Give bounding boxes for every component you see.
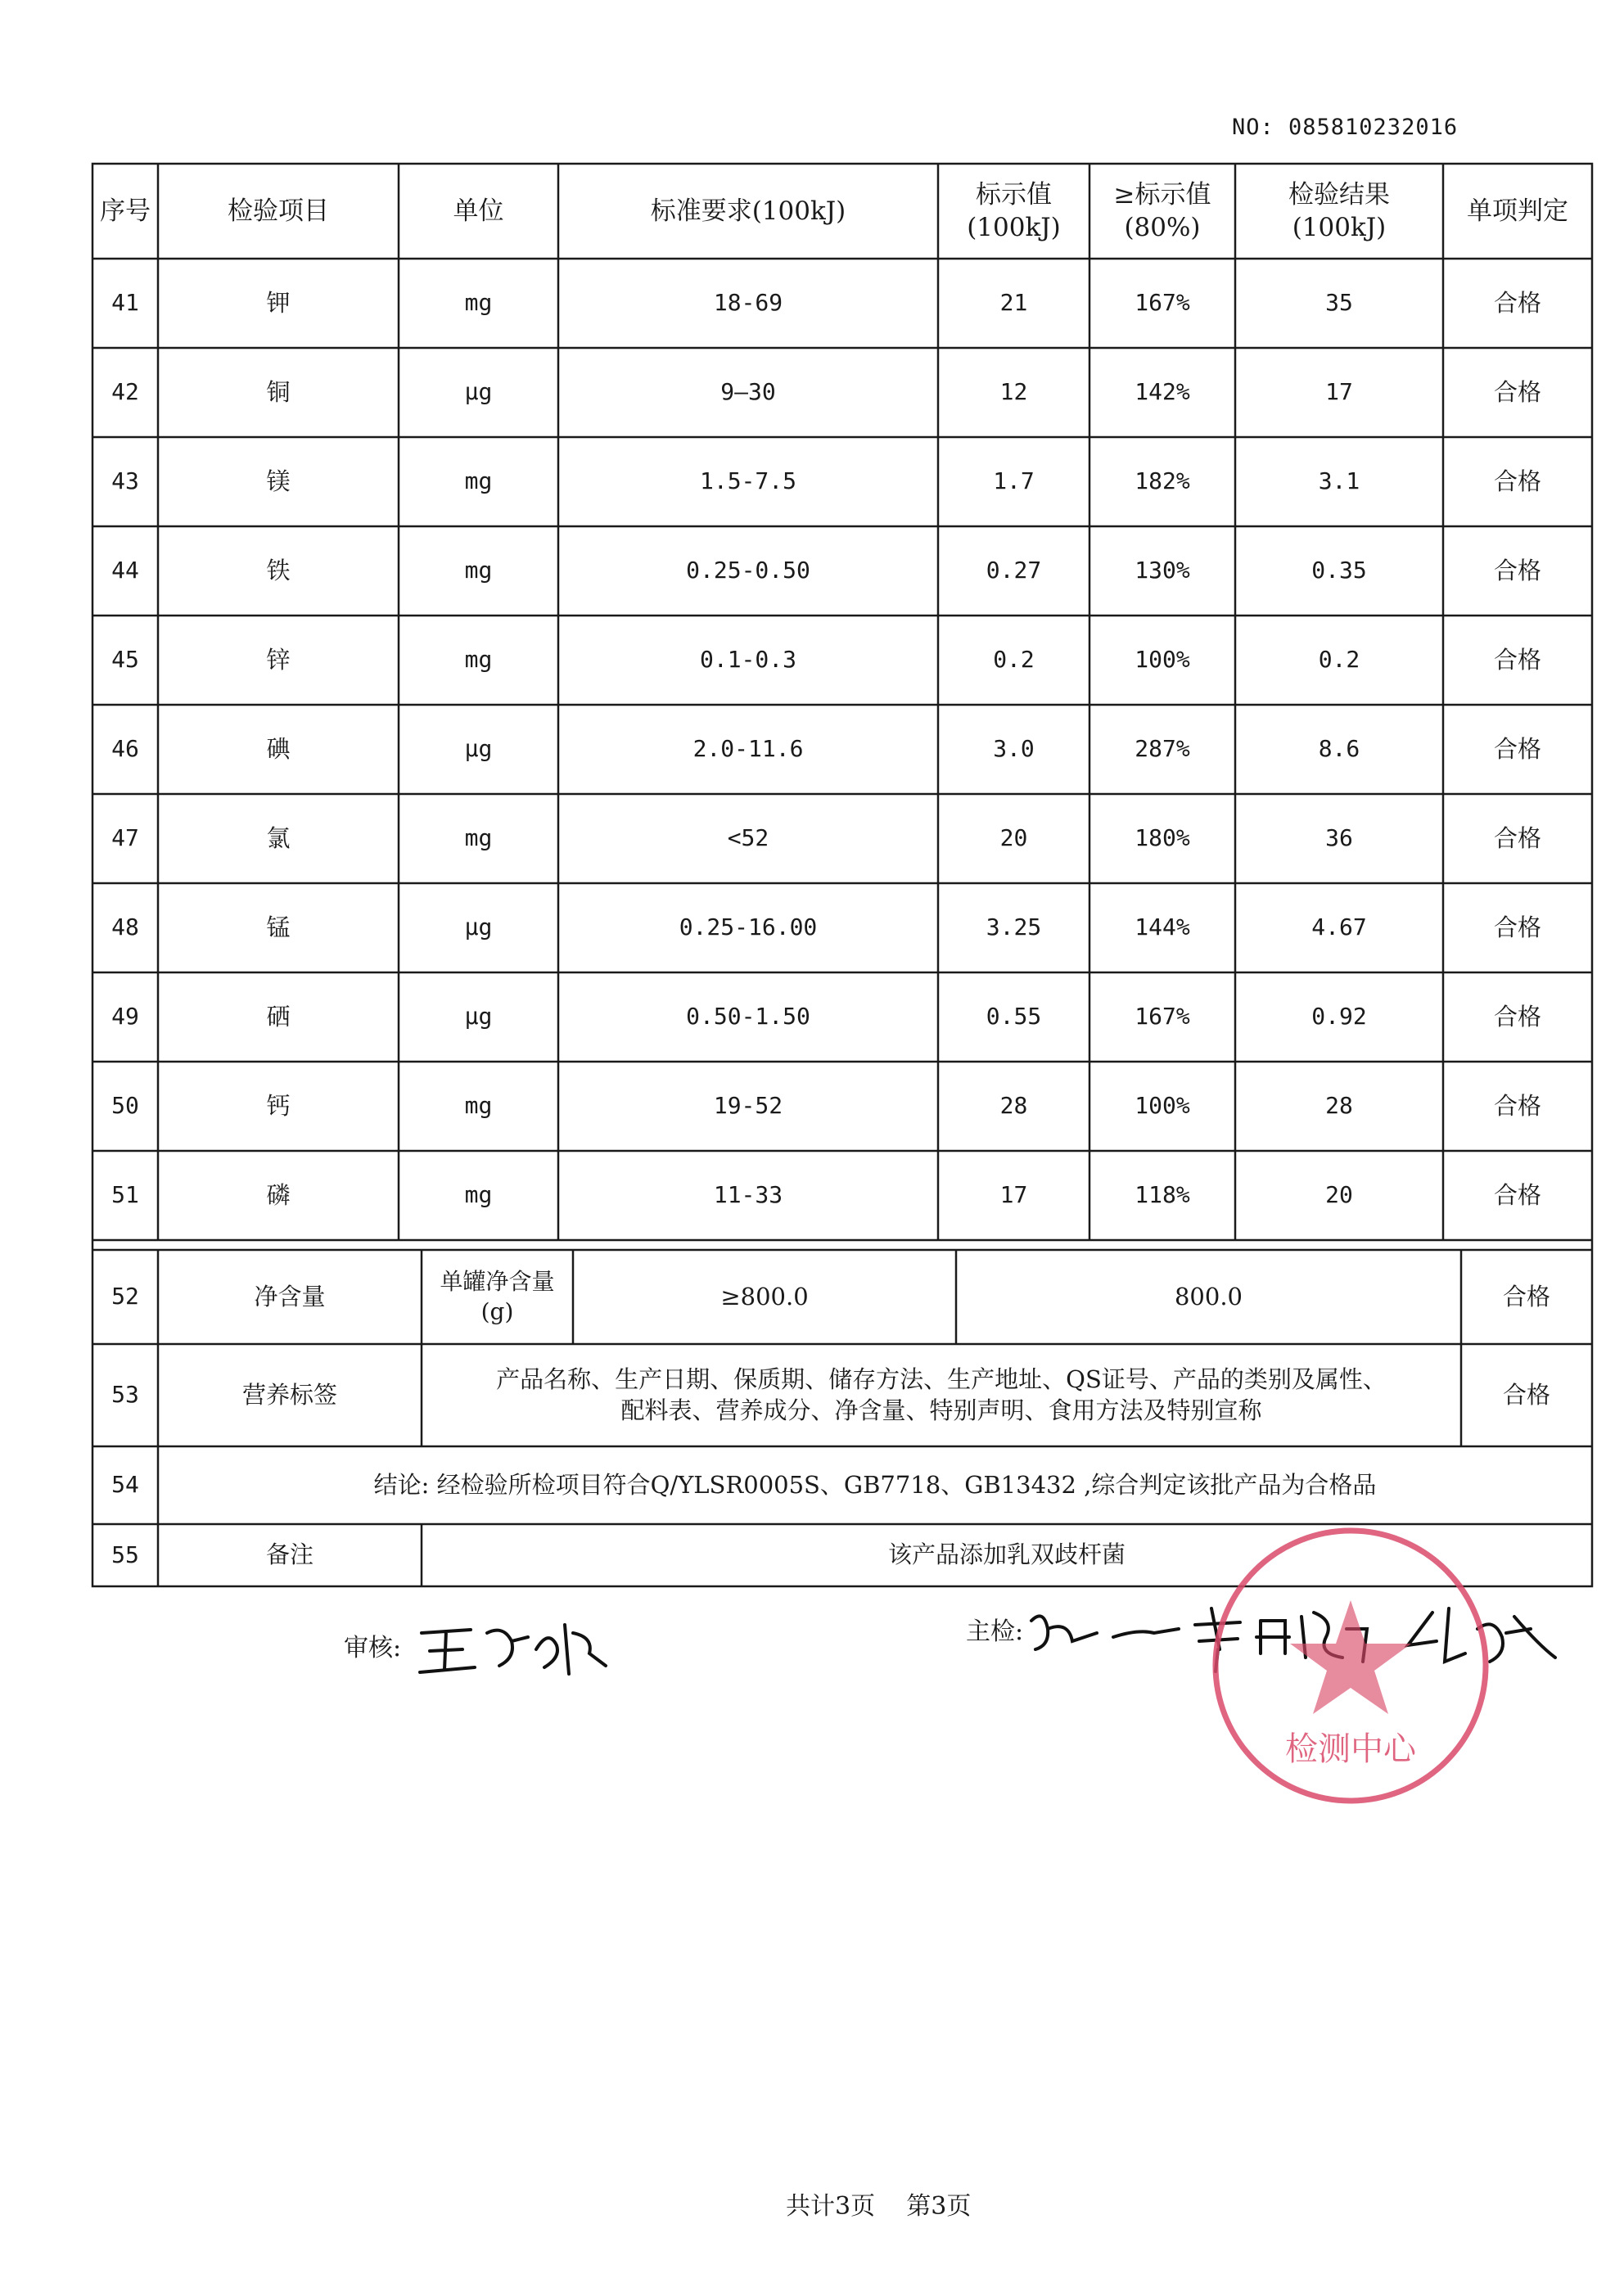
row-cell-label-value: 1.7 — [993, 467, 1035, 495]
row54-conclusion: 结论: 经检验所检项目符合Q/YLSR0005S、GB7718、GB13432 ,综合判定该批产品为合格品 — [373, 1470, 1377, 1499]
row-cell-standard: 0.25-0.50 — [686, 557, 810, 584]
inspector-label: 主检: — [966, 1617, 1024, 1646]
row-cell-result: 20 — [1325, 1181, 1353, 1209]
row-cell-result: 8.6 — [1318, 735, 1360, 763]
row52-result: 800.0 — [1174, 1282, 1243, 1310]
row-cell-seq: 46 — [111, 735, 139, 763]
row-cell-label-value: 0.2 — [993, 646, 1035, 674]
header-unit: 单位 — [453, 196, 504, 226]
row53-content: 产品名称、生产日期、保质期、储存方法、生产地址、QS证号、产品的类别及属性、 配料表、营养成分、净含量、特别声明、食用方法及特别宣称 — [496, 1365, 1387, 1424]
row52-seq: 52 — [111, 1283, 139, 1310]
header-ge-label: ≥标示值 (80%) — [1113, 179, 1211, 242]
row-cell-ge-label: 167% — [1135, 1003, 1190, 1031]
row-cell-item: 硒 — [266, 1002, 291, 1031]
row-cell-ge-label: 144% — [1135, 913, 1190, 941]
header-item: 检验项目 — [228, 196, 329, 226]
row-cell-result: 0.92 — [1311, 1003, 1367, 1031]
row-cell-item: 钾 — [266, 288, 291, 317]
row-cell-standard: <52 — [727, 824, 769, 852]
row-cell-verdict: 合格 — [1493, 913, 1541, 941]
row52-verdict: 合格 — [1502, 1282, 1550, 1310]
header-seq: 序号 — [100, 196, 151, 226]
header-standard: 标准要求(100kJ) — [650, 196, 846, 226]
row-cell-standard: 2.0-11.6 — [692, 735, 804, 763]
row-cell-seq: 41 — [111, 289, 139, 317]
row-cell-item: 镁 — [266, 467, 291, 495]
row-cell-standard: 0.50-1.50 — [686, 1003, 810, 1031]
row-cell-unit: mg — [464, 646, 493, 674]
seal-text: 检测中心 — [1285, 1730, 1416, 1768]
row-cell-unit: mg — [464, 467, 493, 495]
row-cell-standard: 0.25-16.00 — [679, 913, 818, 941]
row-cell-ge-label: 118% — [1135, 1181, 1190, 1209]
row-cell-unit: μg — [464, 735, 493, 763]
row-cell-unit: mg — [464, 1092, 493, 1120]
row-cell-ge-label: 142% — [1135, 378, 1190, 406]
row-cell-unit: μg — [464, 1003, 493, 1031]
row-cell-seq: 42 — [111, 378, 139, 406]
row-cell-item: 锰 — [266, 913, 291, 941]
row-cell-item: 碘 — [266, 734, 291, 763]
row-cell-seq: 48 — [111, 913, 139, 941]
row-cell-verdict: 合格 — [1493, 1002, 1541, 1031]
row-cell-standard: 9—30 — [720, 378, 776, 406]
row54-seq: 54 — [111, 1471, 139, 1499]
row55-item: 备注 — [265, 1540, 314, 1569]
row-cell-result: 35 — [1325, 289, 1353, 317]
reviewer-signature — [413, 1608, 618, 1682]
row-cell-result: 36 — [1325, 824, 1353, 852]
row52-item: 净含量 — [254, 1282, 326, 1310]
row-cell-ge-label: 167% — [1135, 289, 1190, 317]
row-cell-verdict: 合格 — [1493, 734, 1541, 763]
row-cell-item: 铜 — [266, 377, 291, 406]
row-cell-standard: 18-69 — [713, 289, 783, 317]
row-cell-label-value: 0.27 — [986, 557, 1042, 584]
row-cell-item: 钙 — [266, 1091, 291, 1120]
inspection-seal — [1207, 1522, 1494, 1809]
row53-verdict: 合格 — [1502, 1380, 1550, 1409]
row-cell-ge-label: 100% — [1135, 1092, 1190, 1120]
row-cell-unit: mg — [464, 1181, 493, 1209]
row-cell-result: 3.1 — [1318, 467, 1360, 495]
row-cell-unit: mg — [464, 557, 493, 584]
row-cell-verdict: 合格 — [1493, 556, 1541, 584]
row55-seq: 55 — [111, 1540, 139, 1568]
row-cell-standard: 11-33 — [713, 1181, 783, 1209]
row-cell-ge-label: 100% — [1135, 646, 1190, 674]
row-cell-ge-label: 180% — [1135, 824, 1190, 852]
row-cell-result: 0.2 — [1318, 646, 1360, 674]
row55-remark: 该产品添加乳双歧杆菌 — [887, 1540, 1126, 1569]
row-cell-standard: 19-52 — [713, 1092, 783, 1120]
row-cell-item: 铁 — [266, 556, 291, 584]
row53-seq: 53 — [111, 1381, 139, 1409]
row-cell-label-value: 3.25 — [986, 913, 1042, 941]
header-verdict: 单项判定 — [1467, 196, 1568, 226]
row-cell-seq: 45 — [111, 646, 139, 674]
row52-standard: ≥800.0 — [720, 1282, 809, 1310]
row-cell-verdict: 合格 — [1493, 467, 1541, 495]
page-footer: 共计3页 第3页 — [786, 2192, 972, 2221]
row-cell-seq: 44 — [111, 557, 139, 584]
row-cell-label-value: 21 — [999, 289, 1028, 317]
row-cell-ge-label: 287% — [1135, 735, 1190, 763]
row-cell-label-value: 28 — [999, 1092, 1028, 1120]
row-cell-ge-label: 182% — [1135, 467, 1190, 495]
row-cell-result: 17 — [1325, 378, 1353, 406]
reviewer-label: 审核: — [344, 1634, 402, 1662]
row-cell-label-value: 3.0 — [993, 735, 1035, 763]
row-cell-verdict: 合格 — [1493, 288, 1541, 317]
row52-unit: 单罐净含量 (g) — [440, 1268, 555, 1325]
row-cell-result: 28 — [1325, 1092, 1353, 1120]
row-cell-verdict: 合格 — [1493, 377, 1541, 406]
row-cell-label-value: 0.55 — [986, 1003, 1042, 1031]
row-cell-standard: 0.1-0.3 — [699, 646, 796, 674]
row-cell-item: 锌 — [266, 645, 291, 674]
row53-item: 营养标签 — [241, 1380, 337, 1409]
row-cell-label-value: 17 — [999, 1181, 1028, 1209]
row-cell-unit: μg — [464, 913, 493, 941]
row-cell-item: 氯 — [266, 823, 291, 852]
row-cell-item: 磷 — [266, 1180, 291, 1209]
document-number: NO: 085810232016 — [1232, 115, 1459, 140]
row-cell-seq: 50 — [111, 1092, 139, 1120]
row-cell-seq: 47 — [111, 824, 139, 852]
row-cell-unit: μg — [464, 378, 493, 406]
row-cell-seq: 43 — [111, 467, 139, 495]
row-cell-label-value: 20 — [999, 824, 1028, 852]
row-cell-unit: mg — [464, 289, 493, 317]
row-cell-seq: 49 — [111, 1003, 139, 1031]
row-cell-verdict: 合格 — [1493, 823, 1541, 852]
row-cell-verdict: 合格 — [1493, 1091, 1541, 1120]
header-label-value: 标示值 (100kJ) — [967, 179, 1061, 242]
header-result: 检验结果 (100kJ) — [1288, 179, 1390, 242]
row-cell-result: 4.67 — [1311, 913, 1367, 941]
row-cell-seq: 51 — [111, 1181, 139, 1209]
row-cell-ge-label: 130% — [1135, 557, 1190, 584]
row-cell-verdict: 合格 — [1493, 1180, 1541, 1209]
row-cell-verdict: 合格 — [1493, 645, 1541, 674]
row-cell-unit: mg — [464, 824, 493, 852]
row-cell-label-value: 12 — [999, 378, 1028, 406]
row-cell-result: 0.35 — [1311, 557, 1367, 584]
row-cell-standard: 1.5-7.5 — [699, 467, 796, 495]
